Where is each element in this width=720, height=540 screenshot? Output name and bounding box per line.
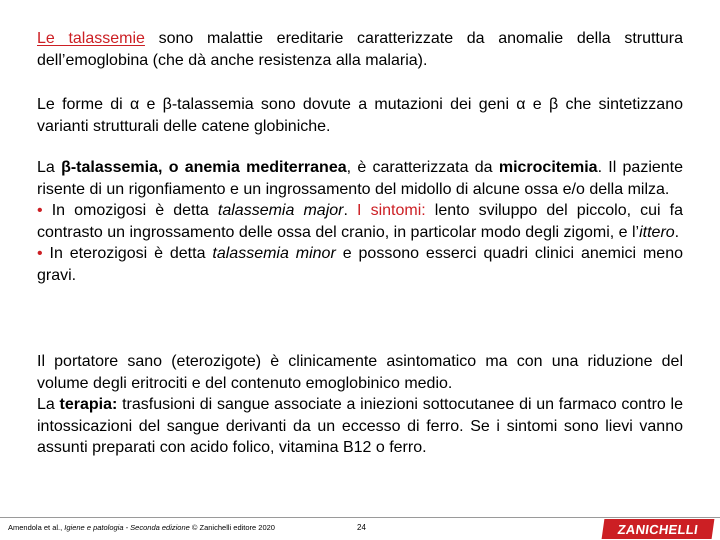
bullet-icon: •: [37, 245, 43, 263]
term-talassemia-major: talassemia major: [217, 202, 344, 220]
text-segment: La: [37, 159, 62, 176]
text-segment: lento sviluppo del piccolo, cui fa contrasto un ingrossamento delle ossa del cranio, in particolar modo degli zigomi, e l’: [37, 202, 684, 241]
paragraph-beta-thalassemia: [37, 157, 683, 287]
paragraph-portatore-terapia: [37, 351, 683, 459]
text-segment: trasfusioni di sangue associate a iniezioni sottocutanee di un farmaco contro le intossicazioni del sangue derivanti da un eccesso di ferro. Se i sintomi sono lievi vanno assunti preparati con acido folico, vitamina B12 o ferro.: [37, 396, 684, 457]
bullet-icon: •: [37, 202, 43, 220]
term-microcitemia: microcitemia: [498, 159, 598, 176]
term-anemia-mediterranea: anemia mediterranea: [184, 159, 347, 176]
text-segment: .: [674, 223, 680, 241]
paragraph-forms: Le forme di α e β-talassemia sono dovute a mutazioni dei geni α e β che sintetizzano varianti strutturali delle catene globiniche.: [37, 96, 683, 135]
reference-title: Igiene e patologia - Seconda edizione: [64, 523, 190, 532]
text-portatore: Il portatore sano (eterozigote) è clinicamente asintomatico ma con una riduzione del volume degli eritrociti e del contenuto emoglobinico medio.: [37, 353, 683, 392]
text-segment: In eterozigosi è detta: [42, 245, 213, 263]
term-talassemie: Le talassemie: [37, 30, 145, 47]
term-terapia: terapia:: [59, 396, 118, 414]
reference-authors: Amendola et al.,: [8, 523, 65, 532]
text-segment: , o: [158, 159, 185, 176]
term-ittero: ittero: [639, 223, 675, 241]
footer-reference: [8, 523, 275, 532]
page-number: 24: [357, 523, 366, 532]
logo-text: ZANICHELLI: [616, 521, 700, 537]
footer-divider: [0, 517, 720, 518]
term-sintomi: I sintomi:: [357, 202, 426, 220]
text-segment: .: [343, 202, 358, 220]
text-segment: In omozigosi è detta: [42, 202, 218, 220]
text-segment: , è caratterizzata da: [346, 159, 499, 176]
term-beta-talassemia: β-talassemia: [61, 159, 158, 176]
text-segment: La: [37, 396, 60, 414]
zanichelli-logo: [602, 519, 715, 539]
text-segment: e possono esserci quadri clinici anemici meno gravi.: [37, 245, 684, 284]
definition-text: sono malattie ereditarie caratterizzate da anomalie della struttura dell’emoglobina (che dà anche resistenza alla malaria).: [37, 30, 684, 69]
paragraph-definition: [37, 28, 683, 71]
term-talassemia-minor: talassemia minor: [212, 245, 336, 263]
reference-publisher: © Zanichelli editore 2020: [189, 523, 275, 532]
text-segment: . Il paziente risente di un rigonfiamento e un ingrossamento del midollo di alcune ossa e/o della milza.: [37, 159, 684, 198]
